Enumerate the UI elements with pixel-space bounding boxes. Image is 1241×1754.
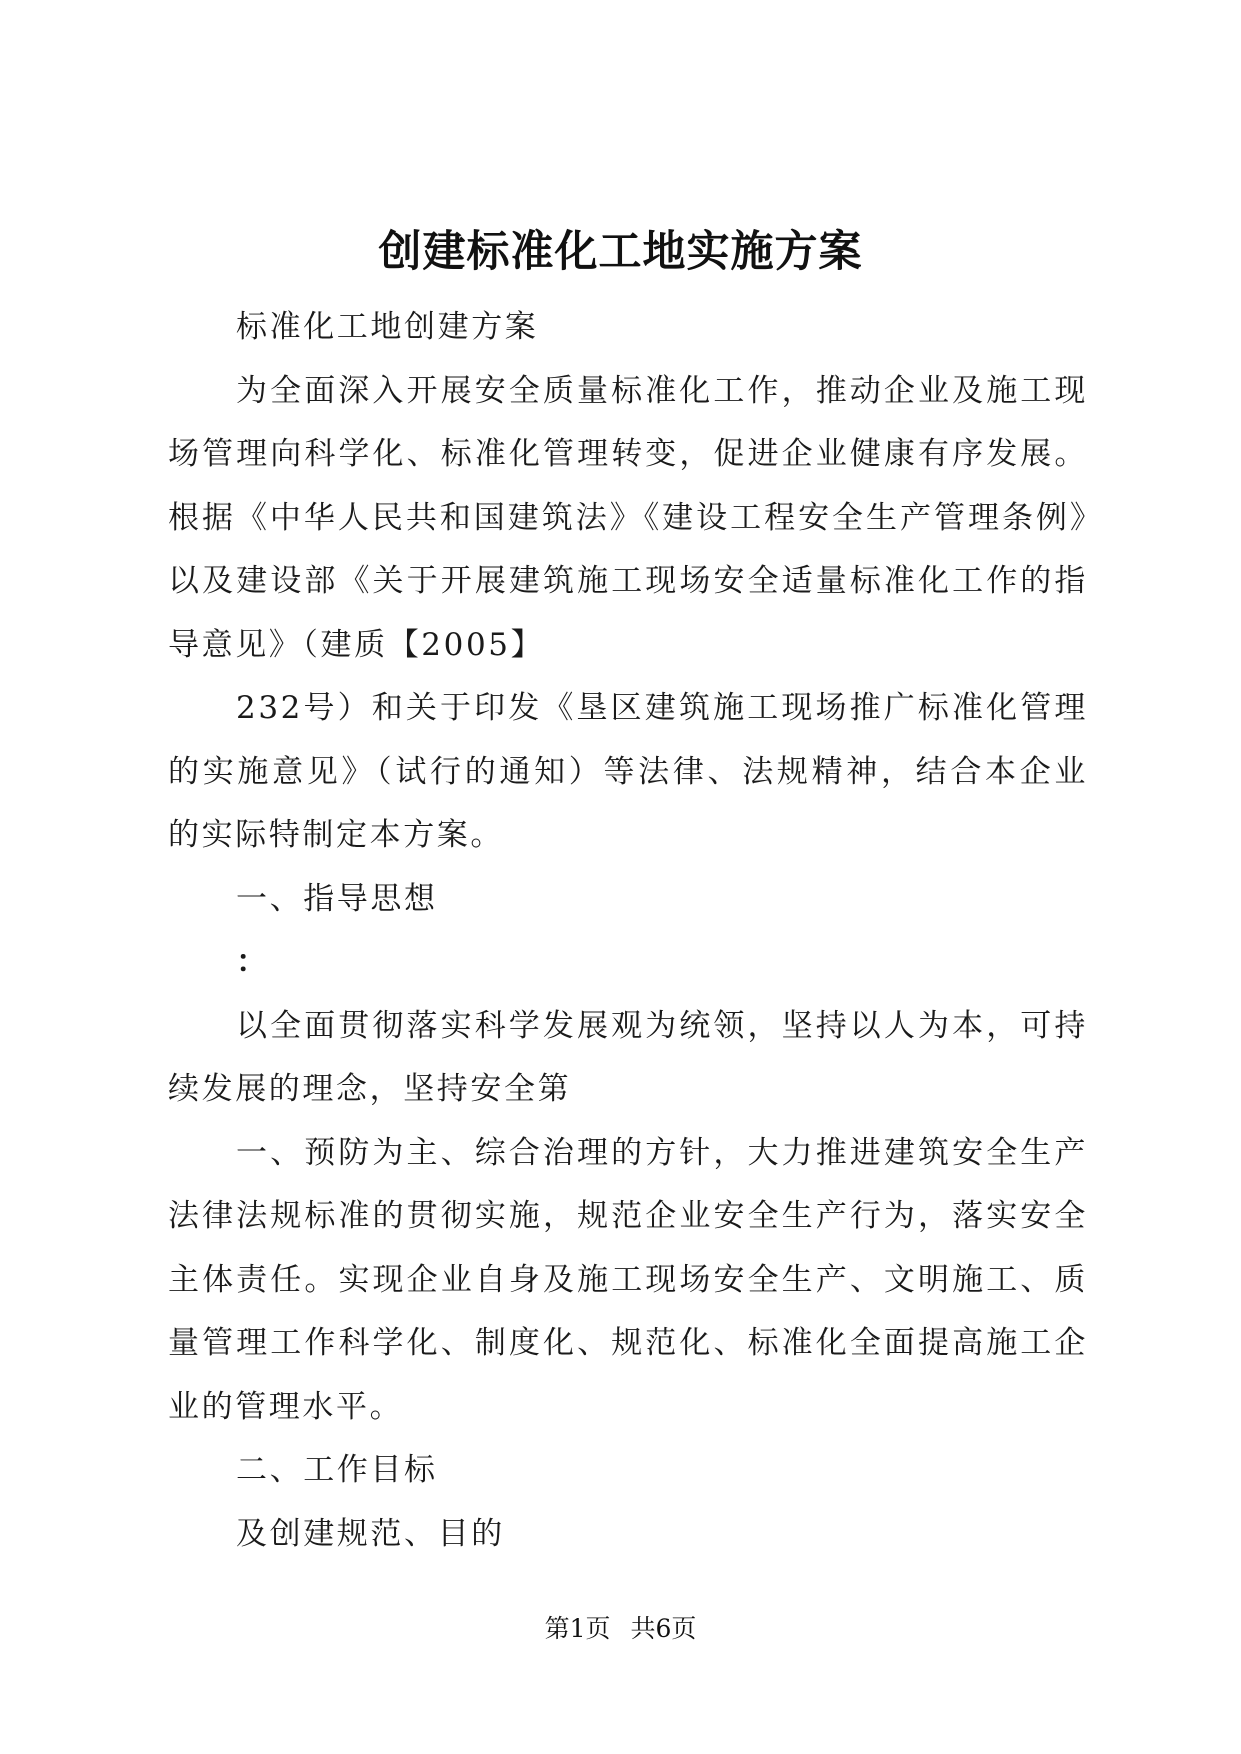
paragraph-goals: 及创建规范、目的 xyxy=(236,1515,505,1552)
section-heading-work-goals: 二、工作目标 xyxy=(236,1452,438,1488)
paragraph-subtitle: 标准化工地创建方案 xyxy=(236,309,539,345)
page-number: 第1页 xyxy=(544,1614,611,1643)
paragraph-ideology: 以全面贯彻落实科学发展观为统领，坚持以人为本，可持续发展的理念，坚持安全第 xyxy=(168,1007,1088,1107)
paragraph-colon: ： xyxy=(236,944,270,980)
section-heading-guiding-ideology: 一、指导思想 xyxy=(236,880,438,917)
paragraph-ideology-continued: 一、预防为主、综合治理的方针，大力推进建筑安全生产法律法规标准的贯彻实施，规范企业安全生产行为，落实安全主体责任。实现企业自身及施工现场安全生产、文明施工、质量管理工作科学化、制度化、规范化、标准化全面提高施工企业的管理水平。 xyxy=(168,1134,1088,1425)
page-total: 共6页 xyxy=(630,1614,697,1643)
paragraph-intro: 为全面深入开展安全质量标准化工作，推动企业及施工现场管理向科学化、标准化管理转变，促进企业健康有序发展。根据《中华人民共和国建筑法》《建设工程安全生产管理条例》以及建设部《关于开展建筑施工现场安全适量标准化工作的指导意见》（建质【2005】 xyxy=(168,372,1088,663)
paragraph-intro-continued: 232号）和关于印发《垦区建筑施工现场推广标准化管理的实施意见》（试行的通知）等法律、法规精神，结合本企业的实际特制定本方案。 xyxy=(168,690,1088,853)
page-footer xyxy=(0,1612,1241,1646)
document-title: 创建标准化工地实施方案 xyxy=(378,227,863,277)
document-body xyxy=(168,296,1088,1566)
